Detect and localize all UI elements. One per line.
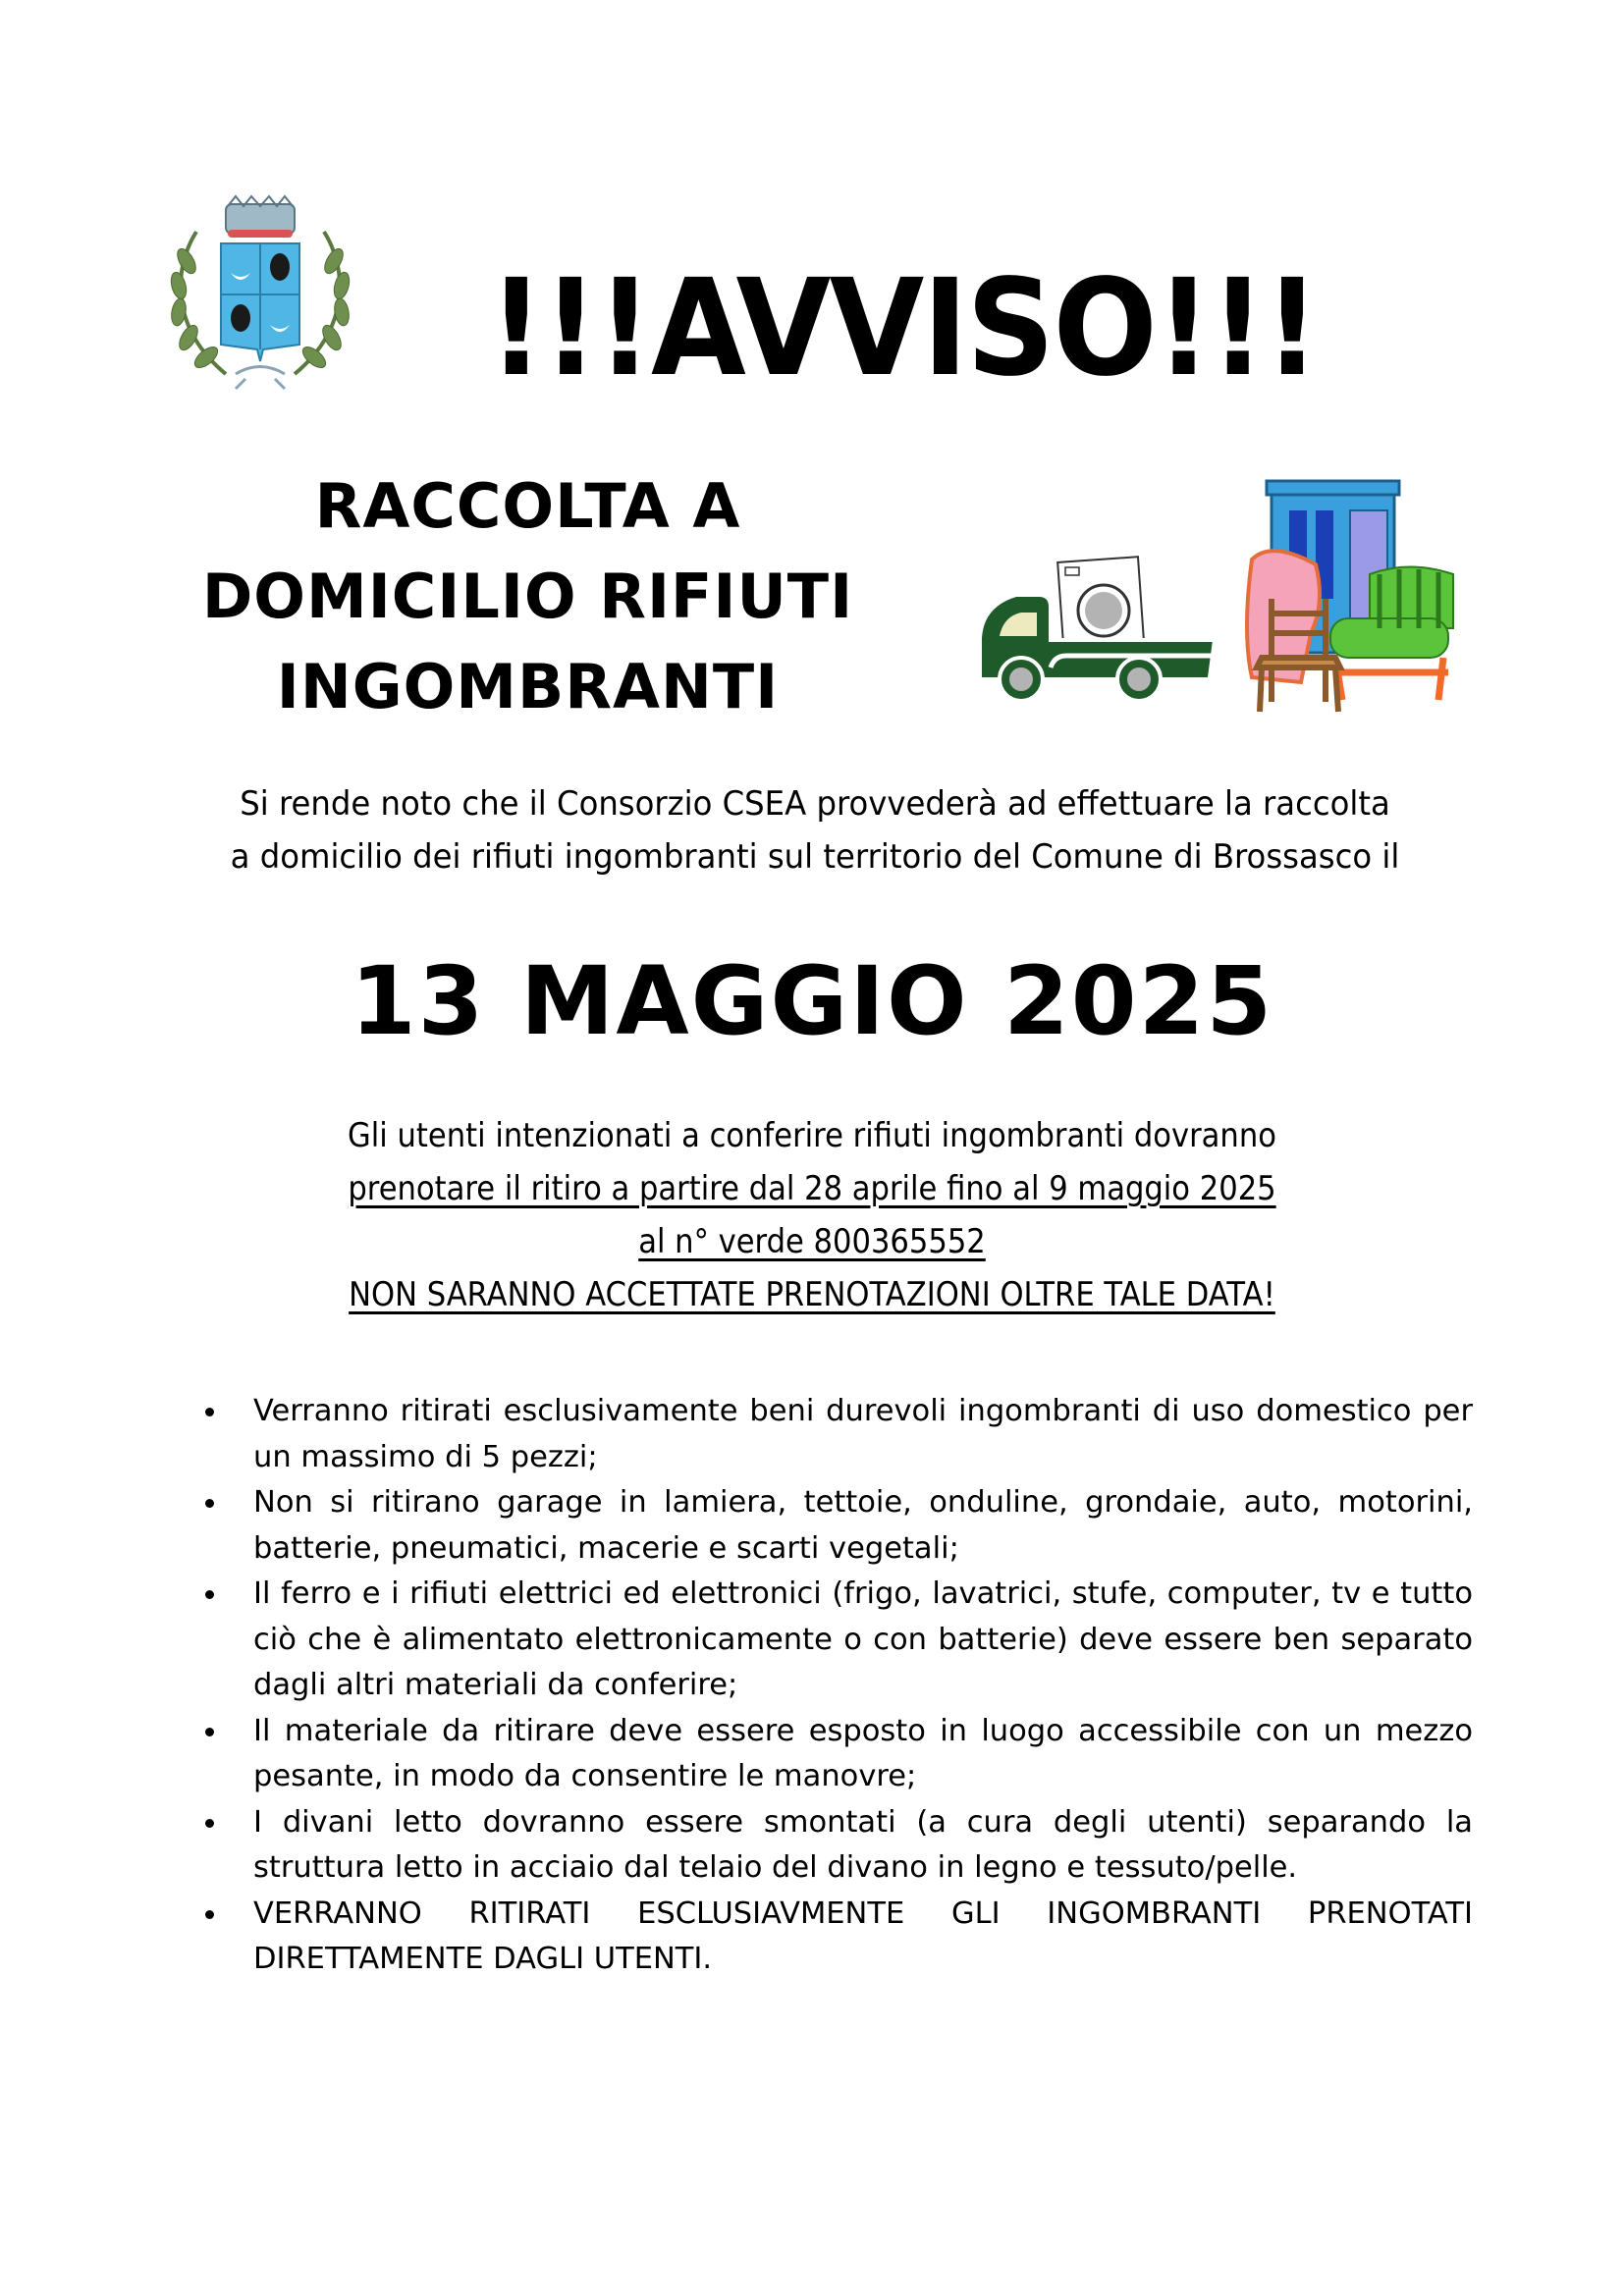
rule-text: I divani letto dovranno essere smontati (a cura degli utenti) separando la struttura letto in acciaio dal telaio del divano in legno e tessuto/pelle. [253, 1804, 1473, 1885]
rule-text: Il materiale da ritirare deve essere esposto in luogo accessibile con un mezzo pesante, in modo da consentire le manovre; [253, 1713, 1473, 1793]
rules-list [191, 1389, 1473, 1983]
washing-machine-icon [1057, 557, 1144, 646]
rule-item [191, 1892, 1473, 1983]
booking-info [118, 1109, 1506, 1321]
rule-item [191, 1572, 1473, 1709]
crown-icon [226, 196, 295, 238]
rule-item [191, 1389, 1473, 1480]
coat-of-arms-logo [157, 192, 363, 399]
bullet-icon [205, 1910, 214, 1919]
collection-date: 13 MAGGIO 2025 [350, 946, 1274, 1056]
wooden-chair-icon [1257, 599, 1340, 712]
subtitle-line: INGOMBRANTI [276, 651, 780, 722]
booking-period: prenotare il ritiro a partire dal 28 aprile fino al 9 maggio 2025 [348, 1169, 1276, 1208]
rule-text: Verranno ritirati esclusivamente beni durevoli ingombranti di uso domestico per un massimo di 5 pezzi; [253, 1394, 1473, 1474]
booking-intro: Gli utenti intenzionati a conferire rifiuti ingombranti dovranno [348, 1116, 1276, 1155]
subtitle-line: RACCOLTA A [314, 470, 741, 542]
bullet-icon [205, 1408, 214, 1416]
rule-item [191, 1480, 1473, 1572]
toll-free-number: al n° verde 800365552 [638, 1222, 986, 1261]
rule-text: Il ferro e i rifiuti elettrici ed elettronici (frigo, lavatrici, stufe, computer, tv e tutto ciò che è alimentato elettronicamente o con batterie) deve essere ben separato dagli altri materiali da conferire; [253, 1576, 1473, 1702]
rule-item [191, 1800, 1473, 1892]
intro-paragraph [172, 777, 1459, 883]
truck-illustration [972, 530, 1213, 702]
bullet-icon [205, 1590, 214, 1599]
bullet-icon [205, 1728, 214, 1736]
notice-title: !!!AVVISO!!! [488, 251, 1319, 406]
bullet-icon [205, 1499, 214, 1508]
rule-text: Non si ritirano garage in lamiera, tettoie, onduline, grondaie, auto, motorini, batterie, pneumatici, macerie e scarti vegetali; [253, 1485, 1473, 1566]
subtitle-line: DOMICILIO RIFIUTI [201, 561, 854, 632]
collection-subtitle [128, 461, 928, 732]
furniture-illustration [1232, 466, 1468, 721]
booking-deadline-warning: NON SARANNO ACCETTATE PRENOTAZIONI OLTRE TALE DATA! [349, 1275, 1275, 1314]
shield-icon [221, 243, 299, 361]
bullet-icon [205, 1819, 214, 1828]
rule-item [191, 1709, 1473, 1800]
intro-line: a domicilio dei rifiuti ingombranti sul territorio del Comune di Brossasco il [230, 837, 1400, 877]
intro-line: Si rende noto che il Consorzio CSEA provvederà ad effettuare la raccolta [240, 784, 1390, 824]
ribbon-icon [236, 367, 285, 390]
rule-text: VERRANNO RITIRATI ESCLUSIAVMENTE GLI INGOMBRANTI PRENOTATI DIRETTAMENTE DAGLI UTENTI. [253, 1896, 1473, 1976]
